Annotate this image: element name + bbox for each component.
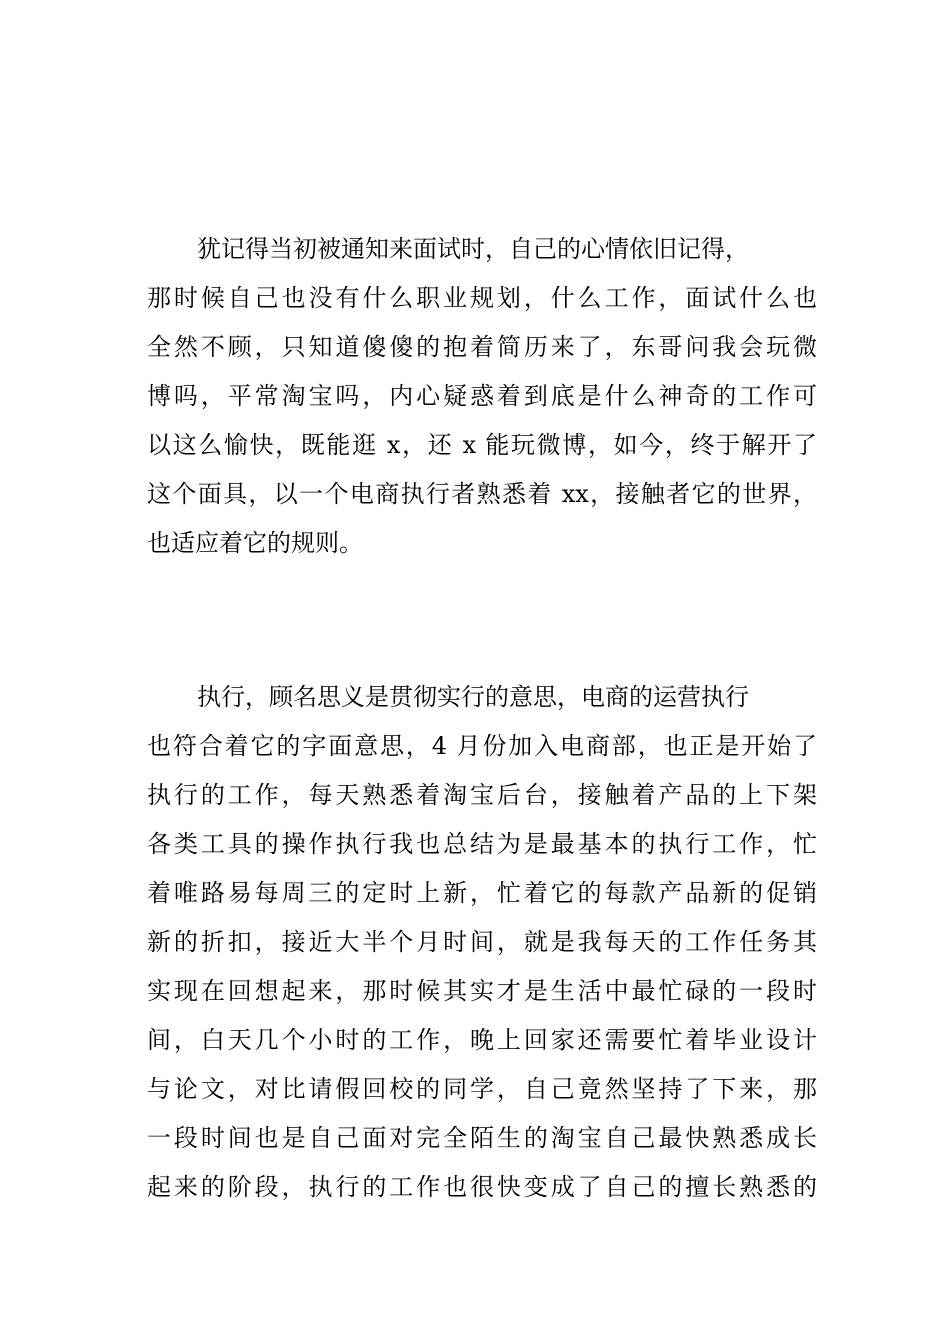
paragraph-line: 那时候自己也没有什么职业规划，什么工作，面试什么也: [147, 284, 817, 312]
paragraph-2: [147, 673, 817, 1212]
paragraph-line: 也适应着它的规则。: [147, 529, 363, 557]
paragraph-line: 以这么愉快，既能逛 x，还 x 能玩微博，如今，终于解开了: [147, 431, 817, 459]
paragraph-line: 一段时间也是自己面对完全陌生的淘宝自己最快熟悉成长: [147, 1124, 817, 1152]
paragraph-line: 新的折扣，接近大半个月时间，就是我每天的工作任务其: [147, 928, 817, 956]
paragraph-line: 执行的工作，每天熟悉着淘宝后台，接触着产品的上下架: [147, 781, 817, 809]
paragraph-line: 博吗，平常淘宝吗，内心疑惑着到底是什么神奇的工作可: [147, 382, 817, 410]
paragraph-line: 执行，顾名思义是贯彻实行的意思，电商的运营执行: [197, 683, 749, 711]
paragraph-line: 间，白天几个小时的工作，晚上回家还需要忙着毕业设计: [147, 1026, 817, 1054]
paragraph-1: [147, 225, 817, 568]
paragraph-line: 犹记得当初被通知来面试时，自己的心情依旧记得，: [197, 235, 749, 263]
paragraph-line: 起来的阶段，执行的工作也很快变成了自己的擅长熟悉的: [147, 1173, 817, 1201]
paragraph-line: 也符合着它的字面意思，4 月份加入电商部，也正是开始了: [147, 732, 817, 760]
paragraph-line: 实现在回想起来，那时候其实才是生活中最忙碌的一段时: [147, 977, 817, 1005]
paragraph-line: 各类工具的操作执行我也总结为是最基本的执行工作，忙: [147, 830, 817, 858]
paragraph-line: 这个面具，以一个电商执行者熟悉着 xx，接触者它的世界，: [147, 480, 817, 508]
paragraph-line: 与论文，对比请假回校的同学，自己竟然坚持了下来，那: [147, 1075, 817, 1103]
paragraph-line: 着唯路易每周三的定时上新，忙着它的每款产品新的促销: [147, 879, 817, 907]
paragraph-line: 全然不顾，只知道傻傻的抱着简历来了，东哥问我会玩微: [147, 333, 817, 361]
